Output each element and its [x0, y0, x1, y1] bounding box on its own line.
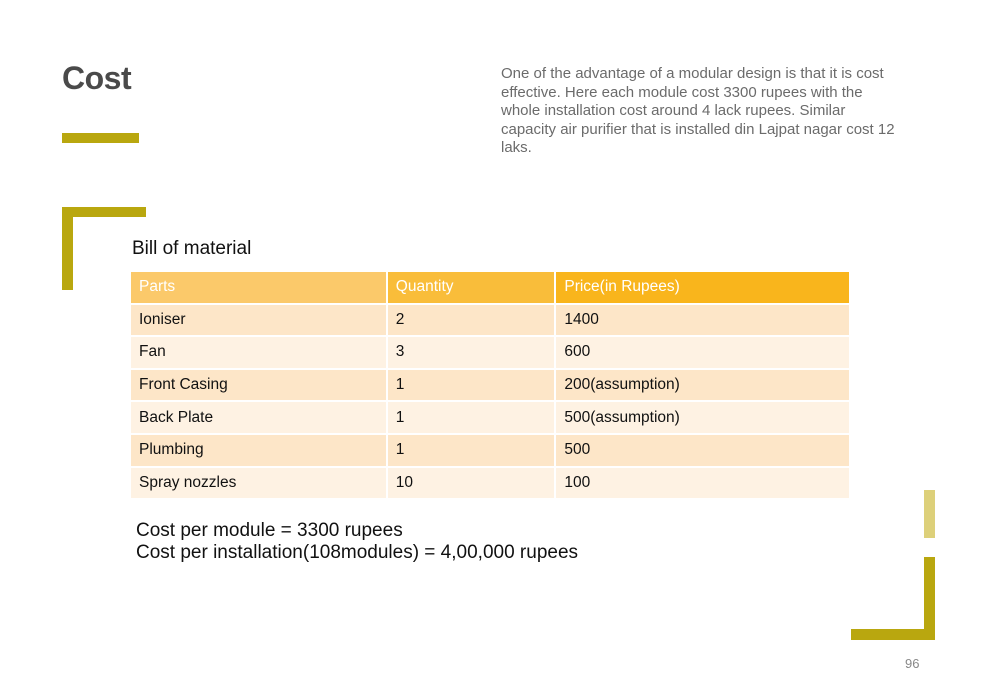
bom-heading: Bill of material: [132, 238, 252, 259]
cell-part: Plumbing: [131, 435, 388, 468]
cell-price: 500(assumption): [556, 402, 849, 435]
table-header-row: [131, 272, 849, 305]
cell-part: Front Casing: [131, 370, 388, 403]
cell-quantity: 3: [388, 337, 557, 370]
cell-part: Ioniser: [131, 305, 388, 338]
cell-price: 600: [556, 337, 849, 370]
header-quantity: Quantity: [388, 272, 557, 305]
cell-quantity: 1: [388, 435, 557, 468]
bill-of-material-table: [131, 272, 849, 500]
decorative-bracket-bottom-right-horizontal: [851, 629, 935, 640]
page-title: Cost: [62, 60, 132, 96]
cell-price: 200(assumption): [556, 370, 849, 403]
decorative-accent-bar: [924, 490, 935, 538]
page-number: 96: [905, 656, 920, 671]
header-price: Price(in Rupees): [556, 272, 849, 305]
table-row: [131, 468, 849, 501]
description-paragraph: One of the advantage of a modular design is that it is cost effective. Here each module cost 3300 rupees with the whole installation cost around 4 lack rupees. Similar capacity air purifier that is installed din Lajpat nagar cost 12 laks.: [501, 65, 895, 156]
cell-part: Fan: [131, 337, 388, 370]
decorative-bracket-top-left-horizontal: [62, 207, 146, 217]
cell-quantity: 10: [388, 468, 557, 501]
table-row: [131, 305, 849, 338]
decorative-bracket-bottom-right-vertical: [924, 557, 935, 640]
cell-quantity: 2: [388, 305, 557, 338]
table-row: [131, 435, 849, 468]
cost-per-installation-line: Cost per installation(108modules) = 4,00,000 rupees: [136, 542, 579, 563]
title-underline-bar: [62, 133, 139, 143]
cell-price: 500: [556, 435, 849, 468]
decorative-bracket-top-left-vertical: [62, 207, 73, 290]
cost-per-module-line: Cost per module = 3300 rupees: [136, 520, 403, 541]
cell-part: Spray nozzles: [131, 468, 388, 501]
table-row: [131, 337, 849, 370]
cell-price: 100: [556, 468, 849, 501]
cell-quantity: 1: [388, 370, 557, 403]
cell-quantity: 1: [388, 402, 557, 435]
table-row: [131, 402, 849, 435]
table-row: [131, 370, 849, 403]
cell-part: Back Plate: [131, 402, 388, 435]
cell-price: 1400: [556, 305, 849, 338]
cost-summary: [136, 520, 578, 564]
header-parts: Parts: [131, 272, 388, 305]
